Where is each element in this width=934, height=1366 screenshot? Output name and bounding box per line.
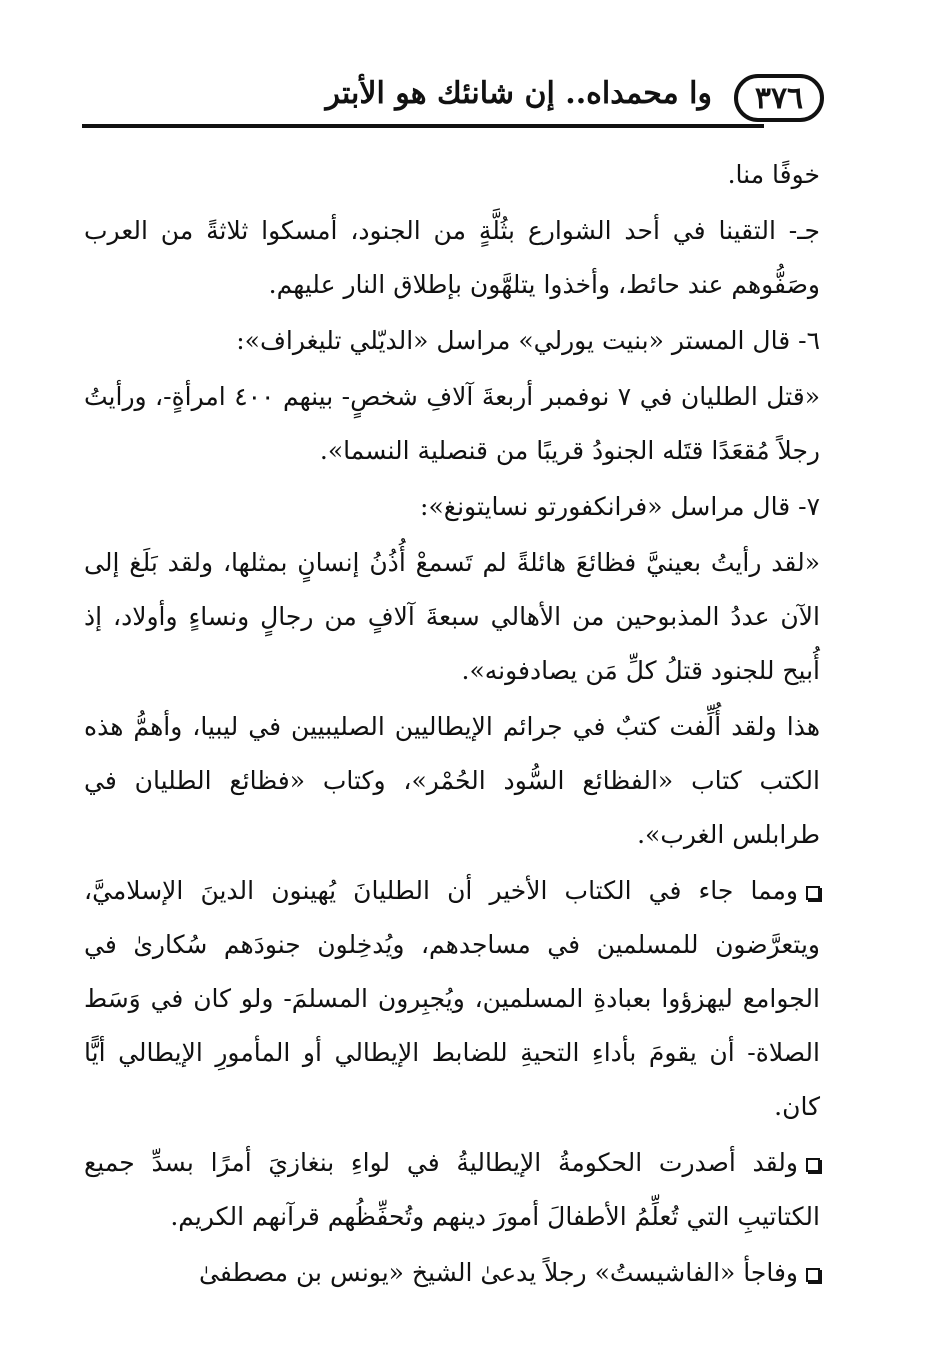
paragraph <box>84 204 820 312</box>
running-title: وا محمداه.. إن شانئك هو الأبتر <box>325 76 712 111</box>
paragraph-text: «قتل الطليان في ٧ نوفمبر أربعةَ آلافِ شخصٍ- بينهم ٤٠٠ امرأةٍ-، ورأيتُ رجلاً مُقعَدًا قتَله الجنودُ قريبًا من قنصلية النسما». <box>84 382 820 465</box>
paragraph <box>84 536 820 698</box>
paragraph <box>84 314 820 368</box>
page-number: ٣٧٦ <box>734 74 824 122</box>
paragraph-text: ٦- قال المستر «بنيت يورلي» مراسل «الديّلي تليغراف»: <box>236 326 820 355</box>
paragraph-text: وفاجأ «الفاشيستُ» رجلاً يدعىٰ الشيخ «يونس بن مصطفىٰ <box>199 1258 798 1287</box>
square-bullet-icon <box>806 1268 820 1282</box>
paragraph-text: ومما جاء في الكتاب الأخير أن الطليانَ يُهينون الدينَ الإسلاميَّ، ويتعرَّضون للمسلمين في مساجدهم، ويُدخِلون جنودَهم سُكارىٰ في الجوامع ليهزؤوا بعبادةِ المسلمين، ويُجبِرون المسلمَ- ولو كان في وَسَط الصلاة- أن يقومَ بأداءِ التحيةِ للضابط الإيطالي أو المأمورِ الإيطالي أيًّا كان. <box>84 876 820 1121</box>
paragraph-text: ولقد أصدرت الحكومةُ الإيطاليةُ في لواءِ بنغازيَ أمرًا بسدِّ جميع الكتاتيبِ التي تُعلِّمُ الأطفالَ أمورَ دينهم وتُحفِّظُهم قرآنهم الكريم. <box>84 1148 820 1231</box>
paragraph <box>84 480 820 534</box>
paragraph <box>84 148 820 202</box>
paragraph-text: «لقد رأيتُ بعينيَّ فظائعَ هائلةً لم تَسمعْ أُذُنُ إنسانٍ بمثلها، ولقد بَلَغ إلى الآن عددُ المذبوحين من الأهالي سبعةَ آلافٍ من رجالٍ ونساءٍ وأولاد، إذ أُبيح للجنود قتلُ كلِّ مَن يصادفونه». <box>84 548 820 685</box>
paragraph <box>84 1136 820 1244</box>
paragraph <box>84 864 820 1134</box>
paragraph <box>84 700 820 862</box>
paragraph <box>84 1246 820 1300</box>
page-header <box>82 70 824 132</box>
paragraph-text: جـ- التقينا في أحد الشوارع بثُلَّةٍ من الجنود، أمسكوا ثلاثةً من العرب وصَفُّوهم عند حائط، وأخذوا يتلهَّون بإطلاق النار عليهم. <box>84 216 820 299</box>
paragraph-text: هذا ولقد أُلِّفت كتبٌ في جرائم الإيطاليين الصليبيين في ليبيا، وأهمُّ هذه الكتب كتاب «الفظائع السُّود الحُمْر»، وكتاب «فظائع الطليان في طرابلس الغرب». <box>84 712 820 849</box>
header-rule <box>82 124 764 128</box>
square-bullet-icon <box>806 886 820 900</box>
square-bullet-icon <box>806 1158 820 1172</box>
paragraph <box>84 370 820 478</box>
paragraph-text: ٧- قال مراسل «فرانكفورتو نسايتونغ»: <box>420 492 820 521</box>
body-text <box>84 148 820 1302</box>
paragraph-text: خوفًا منا. <box>727 160 820 189</box>
